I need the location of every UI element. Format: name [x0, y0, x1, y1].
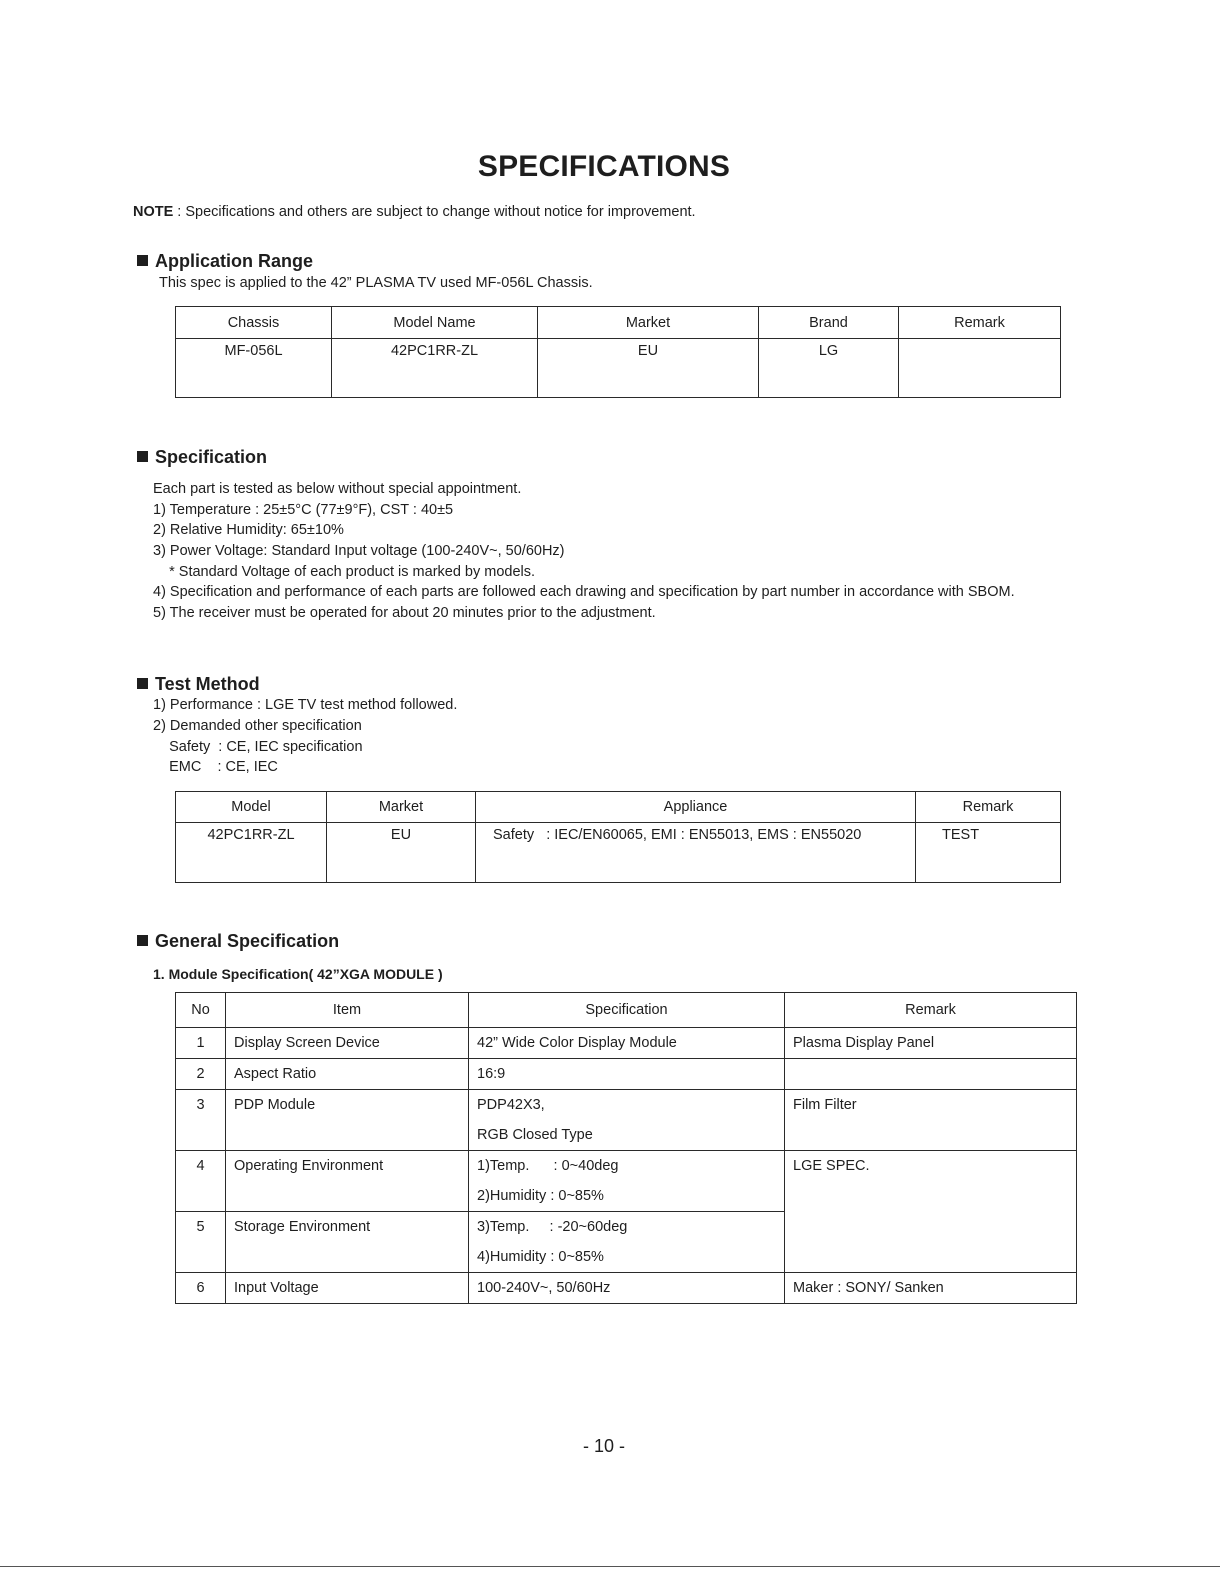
- cell-no: 2: [196, 1066, 205, 1082]
- header-cell: Market: [327, 792, 476, 823]
- cell-item: Aspect Ratio: [234, 1066, 317, 1082]
- module-spec-table: [175, 992, 1077, 1304]
- section-heading-test-method: [137, 674, 260, 695]
- spec-line: * Standard Voltage of each product is marked by models.: [153, 564, 536, 580]
- table-header-row: [176, 792, 1061, 823]
- cell-item: PDP Module: [234, 1097, 316, 1113]
- test-method-table: [175, 791, 1061, 883]
- cell-item: Operating Environment: [234, 1158, 384, 1174]
- cell-remark: Maker : SONY/ Sanken: [793, 1280, 944, 1296]
- bullet-square-icon: [137, 451, 148, 462]
- header-cell: Remark: [916, 792, 1061, 823]
- cell-item: Display Screen Device: [234, 1035, 380, 1051]
- note-text: : Specifications and others are subject to change without notice for improvement.: [173, 204, 696, 220]
- header-cell: Remark: [785, 993, 1077, 1028]
- cell-remark: [793, 1059, 1076, 1089]
- section-heading-text: Application Range: [155, 251, 314, 271]
- section-heading-application-range: [137, 251, 313, 272]
- cell-remark: Film Filter: [793, 1097, 857, 1113]
- cell-no: 6: [196, 1280, 205, 1296]
- cell-spec: 100-240V~, 50/60Hz: [477, 1280, 611, 1296]
- cell-no: 3: [196, 1097, 205, 1113]
- table-row: [176, 1028, 1077, 1059]
- header-cell: Chassis: [176, 307, 332, 339]
- cell-remark: LGE SPEC.: [793, 1158, 870, 1174]
- section-heading-specification: [137, 447, 267, 468]
- bullet-square-icon: [137, 678, 148, 689]
- cell-spec: 2)Humidity : 0~85%: [477, 1188, 604, 1204]
- spec-line: 2) Relative Humidity: 65±10%: [153, 522, 344, 538]
- cell-model-name: 42PC1RR-ZL: [332, 339, 538, 398]
- header-cell: Brand: [759, 307, 899, 339]
- table-row: [176, 1151, 1077, 1212]
- cell-remark: TEST: [916, 823, 1061, 883]
- header-cell: Market: [538, 307, 759, 339]
- header-cell: Remark: [899, 307, 1061, 339]
- cell-spec: PDP42X3,: [477, 1097, 545, 1113]
- header-cell: No: [176, 993, 226, 1028]
- bullet-square-icon: [137, 255, 148, 266]
- test-line: EMC : CE, IEC: [153, 759, 278, 775]
- table-row: [176, 1090, 1077, 1151]
- page-number: - 10 -: [582, 1436, 625, 1456]
- cell-no: 4: [196, 1158, 205, 1174]
- section-heading-general-specification: [137, 931, 339, 952]
- cell-no: 5: [196, 1219, 205, 1235]
- table-header-row: [176, 993, 1077, 1028]
- cell-remark: Plasma Display Panel: [793, 1035, 935, 1051]
- header-cell: Item: [226, 993, 469, 1028]
- bullet-square-icon: [137, 935, 148, 946]
- test-line: 1) Performance : LGE TV test method followed.: [153, 697, 458, 713]
- cell-model: 42PC1RR-ZL: [176, 823, 327, 883]
- spec-line: Each part is tested as below without special appointment.: [153, 481, 522, 497]
- cell-remark: [899, 339, 1061, 398]
- spec-line: 1) Temperature : 25±5°C (77±9°F), CST : 40±5: [153, 502, 454, 518]
- cell-no: 1: [196, 1035, 205, 1051]
- cell-spec: 42” Wide Color Display Module: [477, 1035, 677, 1051]
- cell-market: EU: [538, 339, 759, 398]
- cell-brand: LG: [759, 339, 899, 398]
- cell-market: EU: [327, 823, 476, 883]
- test-line: Safety : CE, IEC specification: [153, 739, 363, 755]
- cell-spec: 16:9: [477, 1066, 506, 1082]
- table-row: [176, 1059, 1077, 1090]
- header-cell: Model Name: [332, 307, 538, 339]
- spec-line: 4) Specification and performance of each parts are followed each drawing and specification by part number in accordance with SBOM.: [153, 584, 1015, 600]
- note-label: NOTE: [133, 204, 174, 220]
- table-row: [176, 339, 1061, 398]
- cell-chassis: MF-056L: [176, 339, 332, 398]
- module-spec-subheading: 1. Module Specification( 42”XGA MODULE ): [153, 966, 443, 982]
- table-row: [176, 1273, 1077, 1304]
- cell-spec: 4)Humidity : 0~85%: [477, 1249, 604, 1265]
- spec-line: 3) Power Voltage: Standard Input voltage (100-240V~, 50/60Hz): [153, 543, 565, 559]
- application-range-table: [175, 306, 1061, 398]
- table-header-row: [176, 307, 1061, 339]
- table-row: [176, 823, 1061, 883]
- cell-spec: RGB Closed Type: [477, 1127, 593, 1143]
- spec-line: 5) The receiver must be operated for about 20 minutes prior to the adjustment.: [153, 605, 656, 621]
- section-heading-text: General Specification: [155, 931, 340, 951]
- cell-item: Storage Environment: [234, 1219, 371, 1235]
- section-heading-text: Specification: [155, 447, 268, 467]
- cell-spec: 3)Temp. : -20~60deg: [477, 1219, 628, 1235]
- application-range-desc: This spec is applied to the 42” PLASMA TV used MF-056L Chassis.: [159, 275, 593, 291]
- cell-appliance: Safety : IEC/EN60065, EMI : EN55013, EMS : EN55020: [476, 823, 916, 883]
- note: [133, 204, 696, 220]
- section-heading-text: Test Method: [155, 674, 260, 694]
- cell-item: Input Voltage: [234, 1280, 319, 1296]
- page-title: SPECIFICATIONS: [477, 150, 731, 183]
- test-line: 2) Demanded other specification: [153, 718, 362, 734]
- header-cell: Model: [176, 792, 327, 823]
- header-cell: Appliance: [476, 792, 916, 823]
- bottom-rule: [0, 1566, 1220, 1567]
- header-cell: Specification: [469, 993, 785, 1028]
- cell-spec: 1)Temp. : 0~40deg: [477, 1158, 619, 1174]
